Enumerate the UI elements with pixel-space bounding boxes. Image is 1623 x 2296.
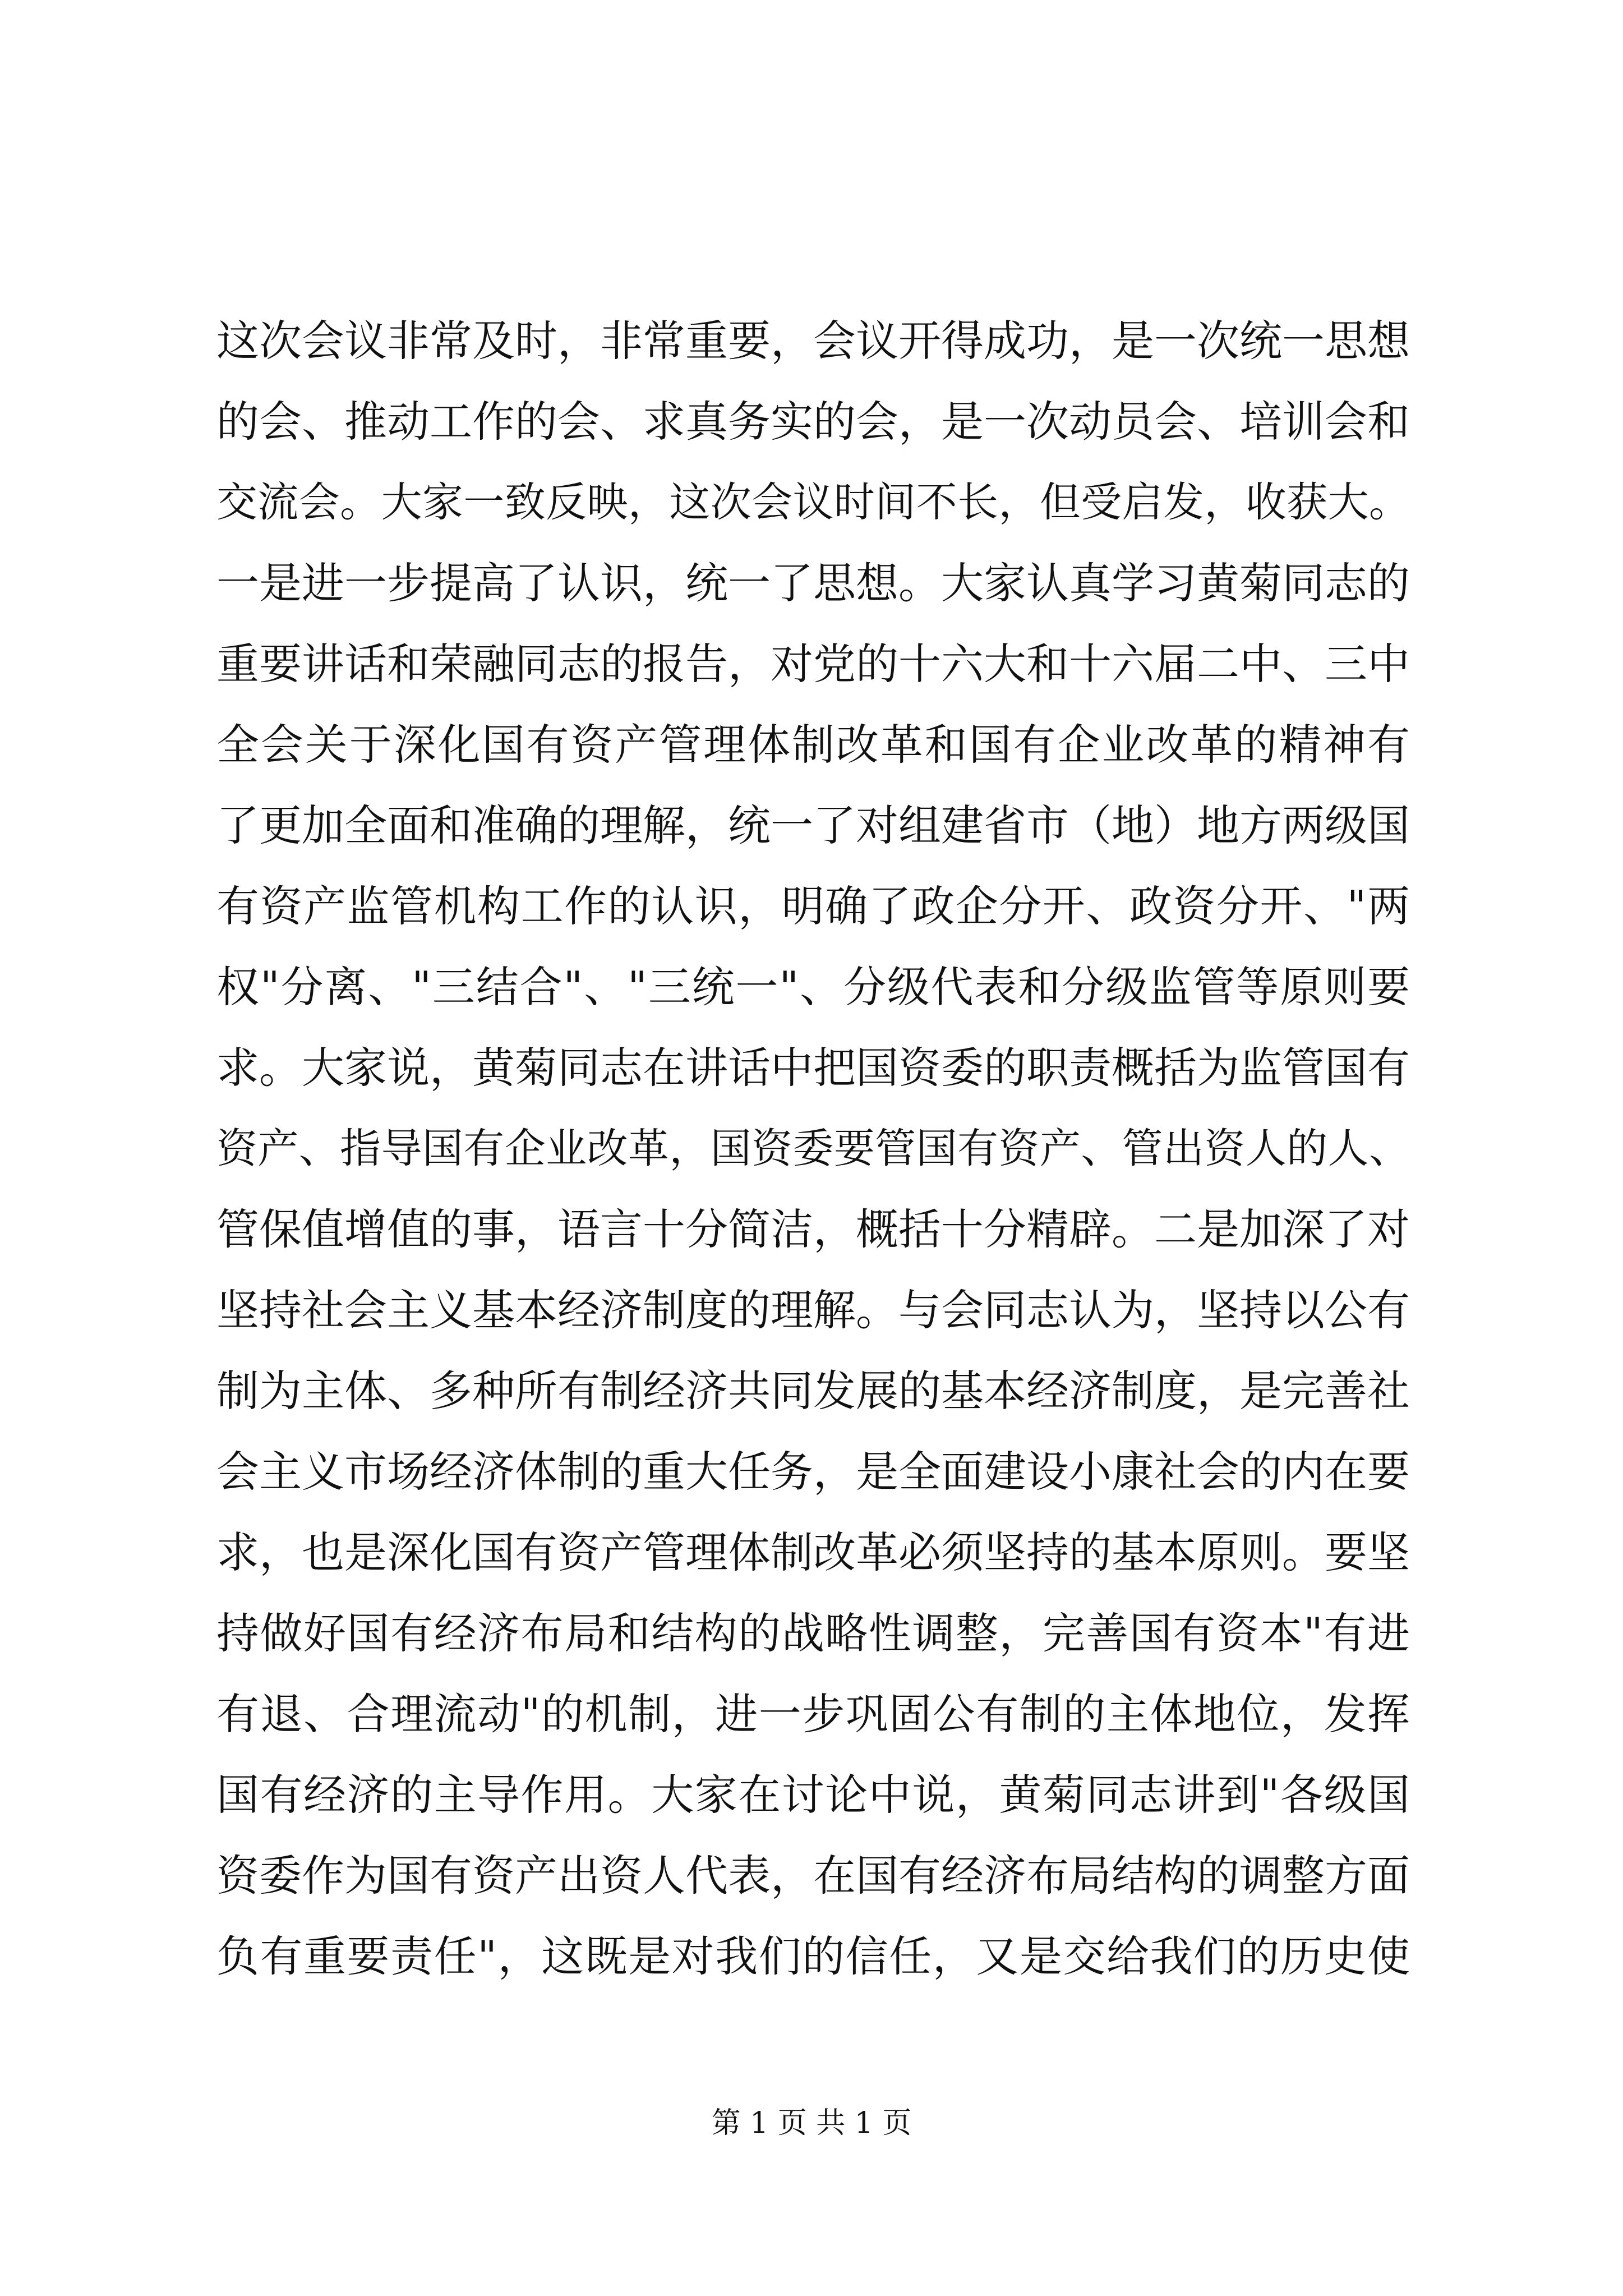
text-line: 全会关于深化国有资产管理体制改革和国有企业改革的精神有 bbox=[216, 720, 1410, 770]
page-number-label: 第 1 页 共 1 页 bbox=[711, 2106, 912, 2140]
text-line: 负有重要责任"，这既是对我们的信任，又是交给我们的历史使 bbox=[216, 1931, 1410, 1981]
text-line: 国有经济的主导作用。大家在讨论中说，黄菊同志讲到"各级国 bbox=[216, 1770, 1410, 1820]
text-line: 会主义市场经济体制的重大任务，是全面建设小康社会的内在要 bbox=[216, 1447, 1410, 1497]
text-line: 资委作为国有资产出资人代表，在国有经济布局结构的调整方面 bbox=[216, 1851, 1410, 1901]
text-line: 权"分离、"三结合"、"三统一"、分级代表和分级监管等原则要 bbox=[216, 962, 1410, 1012]
text-line: 重要讲话和荣融同志的报告，对党的十六大和十六届二中、三中 bbox=[216, 639, 1410, 689]
text-line: 有退、合理流动"的机制，进一步巩固公有制的主体地位，发挥 bbox=[216, 1689, 1410, 1739]
text-line: 一是进一步提高了认识，统一了思想。大家认真学习黄菊同志的 bbox=[216, 558, 1410, 608]
text-line: 制为主体、多种所有制经济共同发展的基本经济制度，是完善社 bbox=[216, 1366, 1410, 1416]
text-line: 坚持社会主义基本经济制度的理解。与会同志认为，坚持以公有 bbox=[216, 1285, 1410, 1335]
body-text bbox=[216, 301, 1410, 1997]
text-line: 持做好国有经济布局和结构的战略性调整，完善国有资本"有进 bbox=[216, 1608, 1410, 1658]
text-line: 管保值增值的事，语言十分简洁，概括十分精辟。二是加深了对 bbox=[216, 1204, 1410, 1254]
text-line: 有资产监管机构工作的认识，明确了政企分开、政资分开、"两 bbox=[216, 881, 1410, 931]
text-line: 资产、指导国有企业改革，国资委要管国有资产、管出资人的人、 bbox=[216, 1125, 1410, 1172]
text-line: 的会、推动工作的会、求真务实的会，是一次动员会、培训会和 bbox=[216, 397, 1410, 447]
text-line: 求，也是深化国有资产管理体制改革必须坚持的基本原则。要坚 bbox=[216, 1527, 1410, 1577]
text-line: 交流会。大家一致反映，这次会议时间不长，但受启发，收获大。 bbox=[216, 478, 1410, 526]
text-line: 这次会议非常及时，非常重要，会议开得成功，是一次统一思想 bbox=[216, 316, 1410, 366]
text-line: 求。大家说，黄菊同志在讲话中把国资委的职责概括为监管国有 bbox=[216, 1043, 1410, 1093]
text-line: 了更加全面和准确的理解，统一了对组建省市（地）地方两级国 bbox=[216, 800, 1410, 850]
page-footer bbox=[0, 2104, 1623, 2143]
